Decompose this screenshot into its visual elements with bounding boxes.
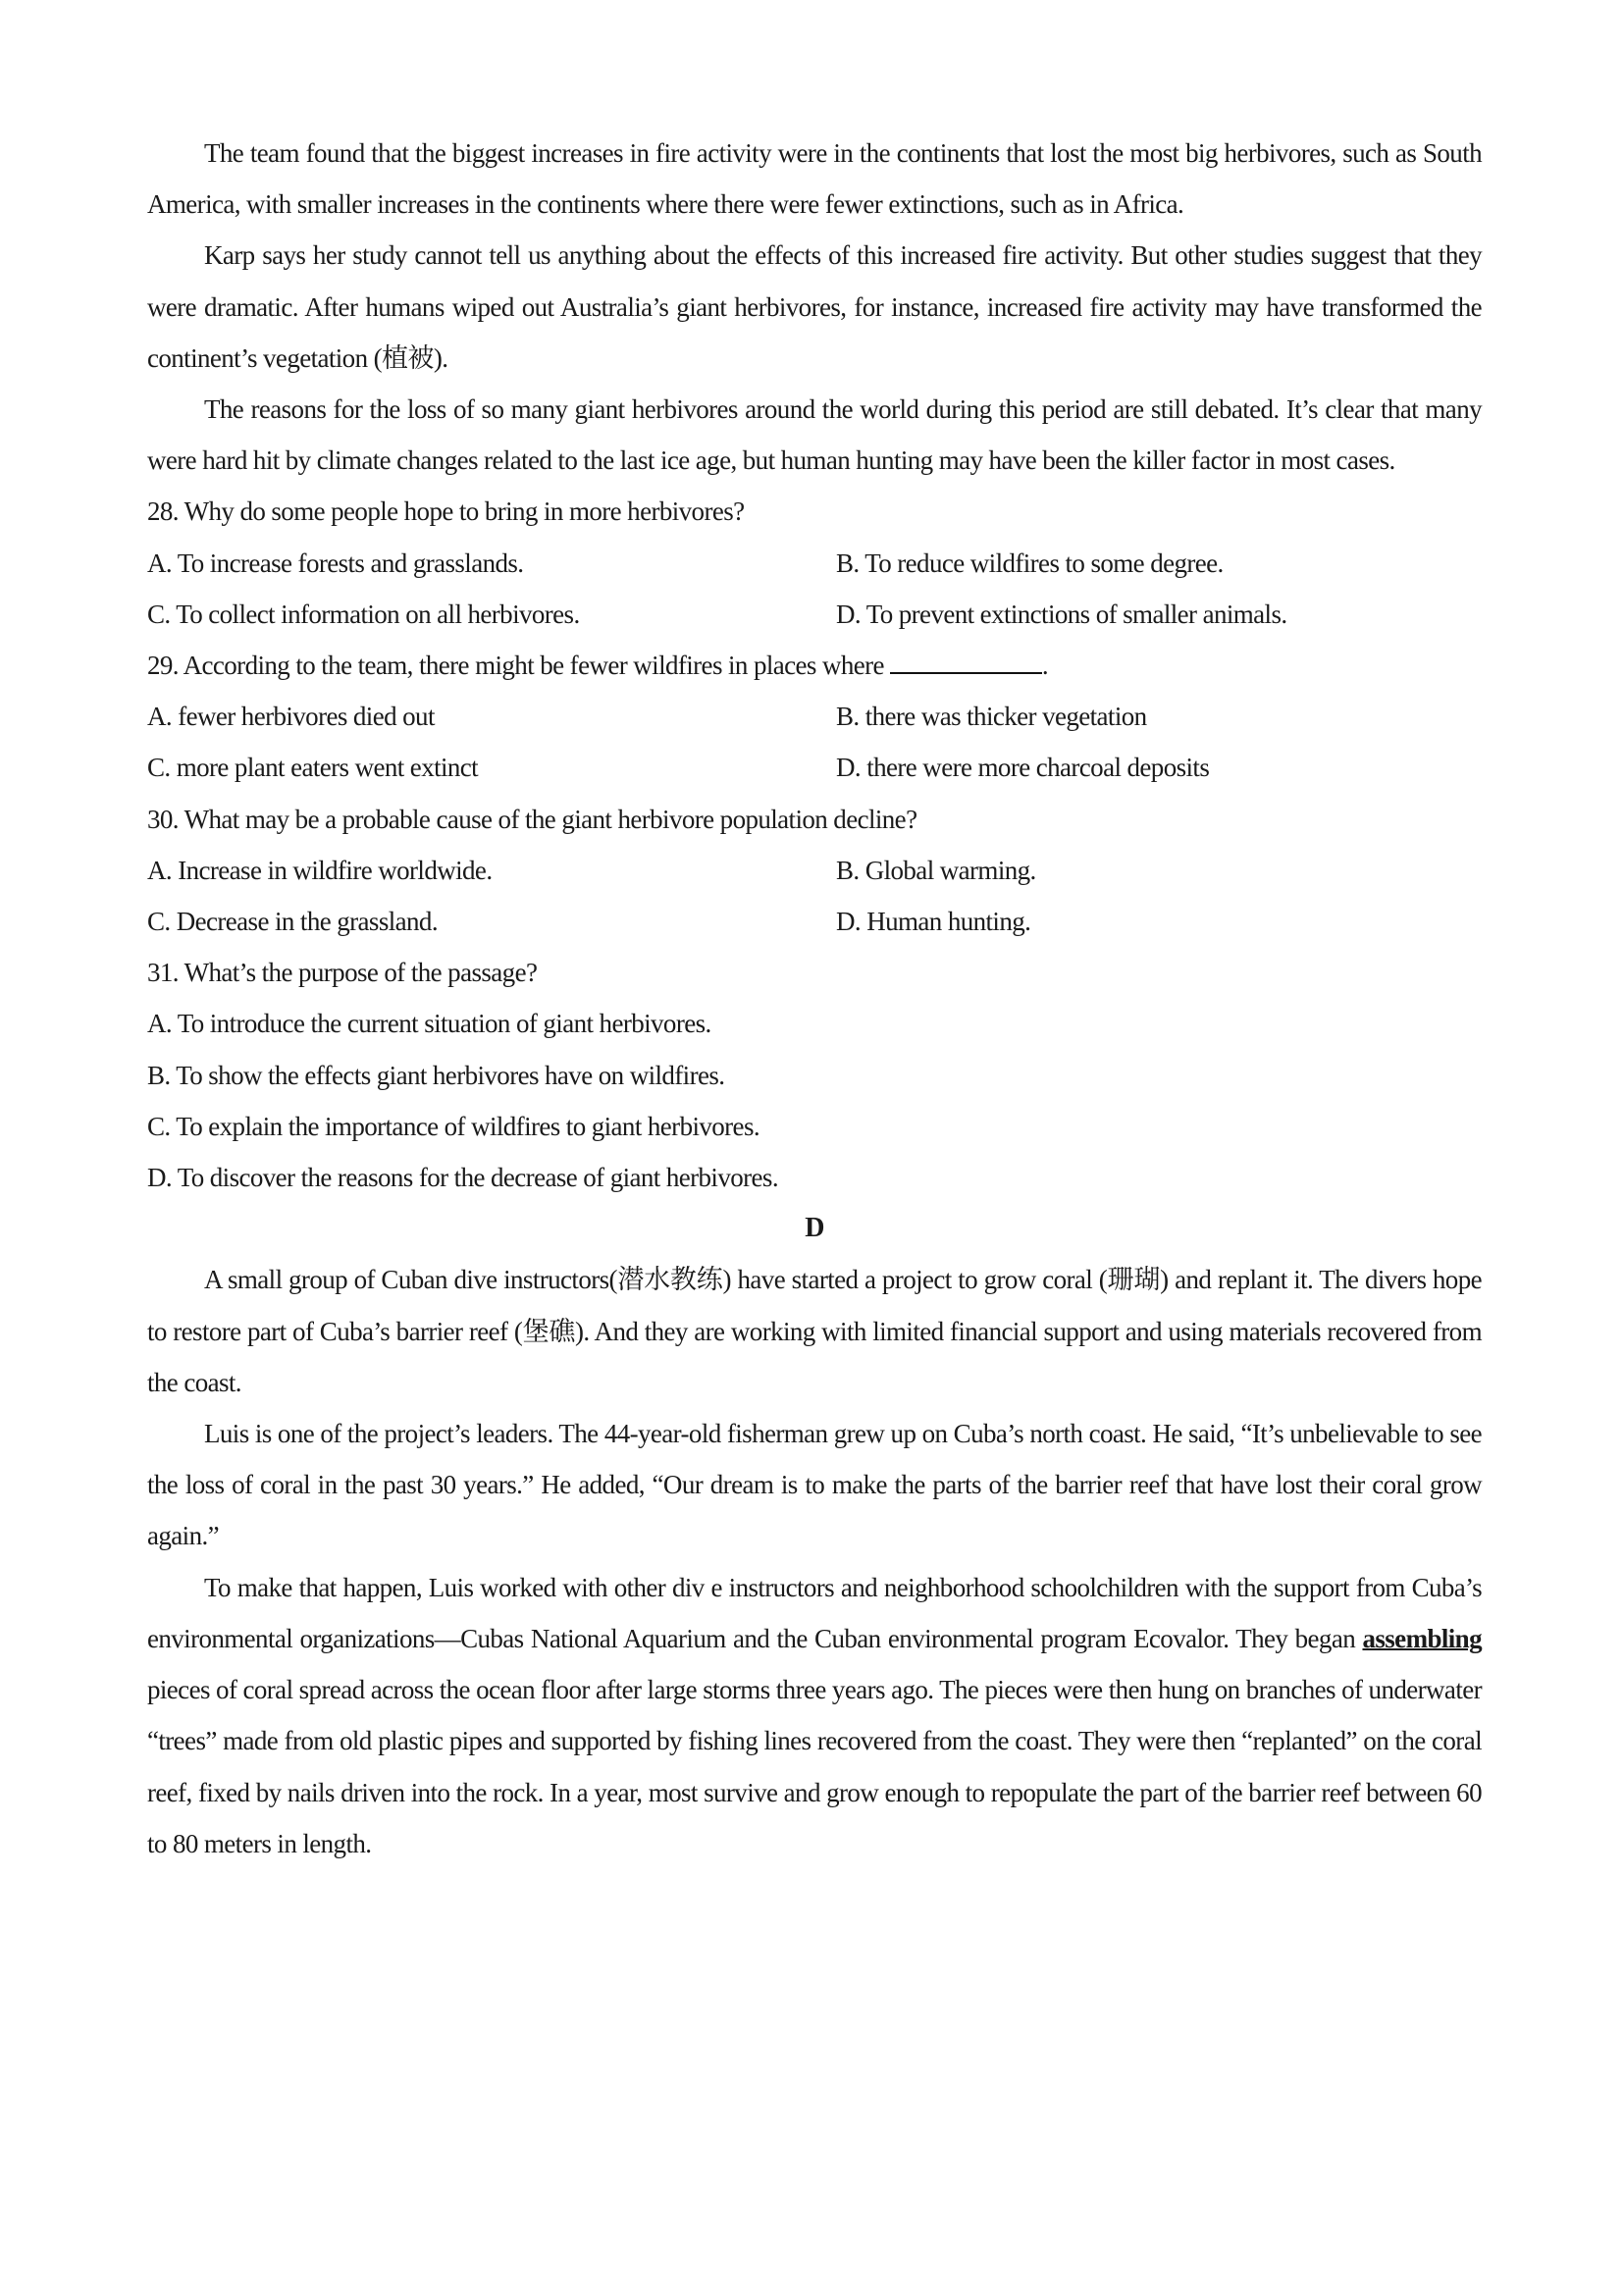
passage-c-paragraph-1: The team found that the biggest increases in fire activity were in the continents that lost the most big herbivores, such as South America, with smaller increases in the continents where there were fewer extinctions, such as in Africa. — [147, 138, 1482, 220]
option-row — [147, 896, 1482, 947]
section-title: D — [805, 1213, 824, 1244]
option-d: D. To discover the reasons for the decrease of giant herbivores. — [147, 1163, 778, 1193]
question-stem: 31. What’s the purpose of the passage? — [147, 958, 538, 988]
exam-page — [147, 128, 1482, 1869]
question-stem: 28. Why do some people hope to bring in more herbivores? — [147, 496, 745, 527]
option-d: D. Human hunting. — [836, 907, 1031, 937]
question-28 — [147, 486, 1482, 640]
option-a: A. fewer herbivores died out — [147, 702, 435, 732]
option-row — [147, 691, 1482, 742]
option-b: B. To show the effects giant herbivores have on wildfires. — [147, 1060, 725, 1090]
option-b: B. To reduce wildfires to some degree. — [836, 548, 1224, 578]
option-c: C. Decrease in the grassland. — [147, 907, 438, 937]
paragraph-text: To make that happen, Luis worked with other div e instructors and neighborhood schoolchildren with the support from Cuba’s environmental organizations—Cubas National Aquarium and the Cuban environmental program Ecovalor. They began — [147, 1572, 1482, 1653]
option-row — [147, 845, 1482, 896]
question-stem-text: 29. According to the team, there might be fewer wildfires in places where — [147, 651, 884, 681]
option-row — [147, 538, 1482, 589]
passage-c-paragraph-2: Karp says her study cannot tell us anything about the effects of this increased fire activity. But other studies suggest that they were dramatic. After humans wiped out Australia’s giant herbivores, for instance, increased fire activity may have transformed the continent’s vegetation (植被). — [147, 240, 1482, 373]
option-a: A. To introduce the current situation of giant herbivores. — [147, 1009, 711, 1039]
passage-c — [147, 128, 1482, 486]
option-d: D. there were more charcoal deposits — [836, 753, 1210, 783]
underlined-keyword: assembling — [1362, 1623, 1482, 1653]
passage-d-paragraph-1: A small group of Cuban dive instructors(潜水教练) have started a project to grow coral (珊瑚) and replant it. The divers hope to restore part of Cuba’s barrier reef (堡礁). And they are working with limited financial support and using materials recovered from the coast. — [147, 1265, 1482, 1397]
passage-c-paragraph-3: The reasons for the loss of so many giant herbivores around the world during this period are still debated. It’s clear that many were hard hit by climate changes related to the last ice age, but human hunting may have been the killer factor in most cases. — [147, 394, 1482, 476]
paragraph-text: pieces of coral spread across the ocean floor after large storms three years ago. The pieces were then hung on branches of underwater “trees” made from old plastic pipes and supported by fishing lines recovered from the coast. They were then “replanted” on the coral reef, fixed by nails driven into the rock. In a year, most survive and grow enough to repopulate the part of the barrier reef between 60 to 80 meters in length. — [147, 1675, 1482, 1858]
passage-d-paragraph-3 — [147, 1562, 1482, 1869]
option-row — [147, 742, 1482, 793]
option-a: A. To increase forests and grasslands. — [147, 548, 524, 578]
option-b: B. there was thicker vegetation — [836, 702, 1147, 732]
option-row — [147, 589, 1482, 640]
answer-blank — [890, 651, 1042, 674]
option-c: C. more plant eaters went extinct — [147, 753, 479, 783]
passage-d — [147, 1203, 1482, 1869]
option-c: C. To explain the importance of wildfires to giant herbivores. — [147, 1111, 759, 1141]
option-a: A. Increase in wildfire worldwide. — [147, 855, 493, 885]
question-stem: 30. What may be a probable cause of the giant herbivore population decline? — [147, 804, 917, 834]
option-d: D. To prevent extinctions of smaller animals. — [836, 599, 1287, 629]
option-b: B. Global warming. — [836, 855, 1036, 885]
option-c: C. To collect information on all herbivores. — [147, 599, 580, 629]
question-30 — [147, 794, 1482, 948]
question-31 — [147, 947, 1482, 1203]
question-29 — [147, 640, 1482, 794]
question-stem-end: . — [1041, 651, 1049, 681]
question-stem — [147, 640, 1482, 691]
passage-d-paragraph-2: Luis is one of the project’s leaders. The 44-year-old fisherman grew up on Cuba’s north coast. He said, “It’s unbelievable to see the loss of coral in the past 30 years.” He added, “Our dream is to make the parts of the barrier reef that have lost their coral grow again.” — [147, 1419, 1482, 1551]
